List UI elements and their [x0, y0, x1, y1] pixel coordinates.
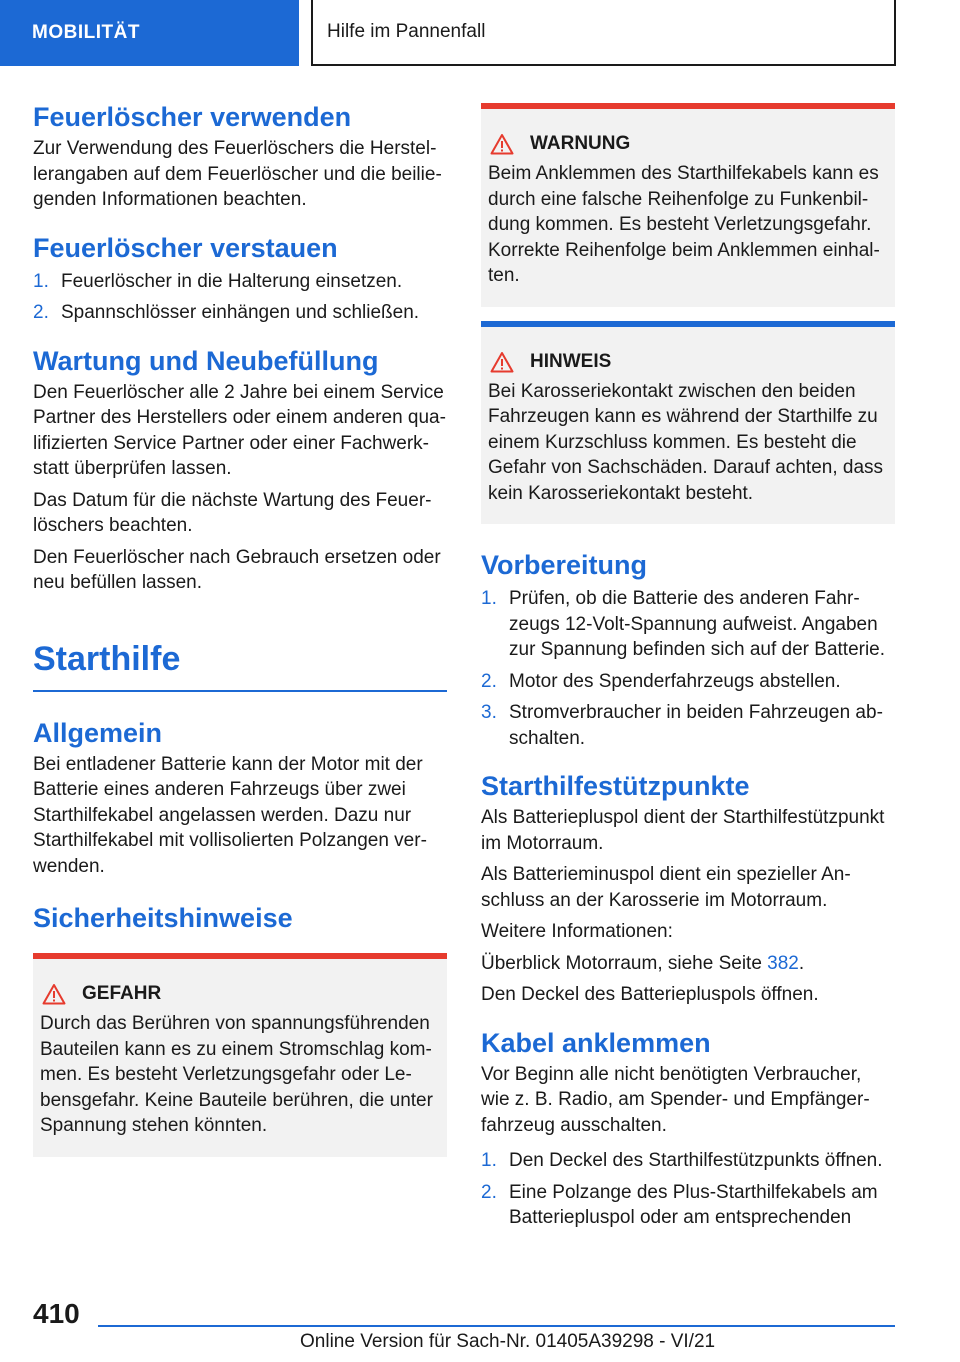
danger-box: [33, 953, 447, 1157]
list-item: 2. Spannschlösser einhängen und schließen.: [33, 302, 420, 323]
paragraph-use: Zur Verwendung des Feuerlöschers die Herstellerangaben auf dem Feuerlöscher und die beiliegenden Informationen beachten.: [33, 138, 442, 210]
left-column: [33, 100, 447, 1163]
warning-text: Beim Anklemmen des Starthilfekabels kann es durch eine falsche Reihenfolge zu Funkenbildung kommen. Es besteht Verletzungsgefahr. Korrekte Reihenfolge beim Anklemmen einhalten.: [488, 163, 880, 286]
warning-triangle-icon: [42, 983, 66, 1005]
list-item: 1. Feuerlöscher in die Halterung einsetzen.: [33, 270, 403, 292]
heading-cable: Kabel anklemmen: [481, 1027, 711, 1058]
page-header: [0, 0, 960, 66]
list-item: 1. Prüfen, ob die Batterie des anderen Fahrzeugs 12-Volt-Spannung aufweist. Angaben zur Spannung befinden sich auf der Batterie.: [481, 588, 886, 660]
chapter-heading-starthilfe: Starthilfe: [33, 638, 447, 692]
heading-use: Feuerlöscher verwenden: [33, 102, 352, 132]
note-box: [481, 321, 895, 525]
paragraph-maintenance-2: Das Datum für die nächste Wartung des Feuerlöschers beachten.: [33, 489, 432, 536]
paragraph-points-5: Den Deckel des Batteriepluspols öffnen.: [481, 984, 819, 1005]
paragraph-maintenance-3: Den Feuerlöscher nach Gebrauch ersetzen oder neu befüllen lassen.: [33, 546, 441, 593]
warning-box-title: WARNUNG: [488, 131, 889, 157]
cable-steps: [481, 1148, 895, 1231]
danger-text: Durch das Berühren von spannungsführenden Bauteilen kann es zu einem Stromschlag kommen. Es besteht Verletzungsgefahr oder Lebensgefahr. Keine Bauteile berühren, die unter Spannung stehen könnten.: [40, 1013, 433, 1136]
heading-safety: Sicherheitshinweise: [33, 903, 293, 933]
heading-jump-points: Starthilfestützpunkte: [481, 771, 750, 801]
warning-box: [481, 103, 895, 307]
page-number: 410: [33, 1298, 80, 1329]
right-column: [481, 103, 895, 1237]
heading-preparation: Vorbereitung: [481, 550, 648, 580]
list-item: 3. Stromverbraucher in beiden Fahrzeugen abschalten.: [481, 702, 883, 749]
list-item: 2. Eine Polzange des Plus-Starthilfekabels am Batteriepluspol oder am entsprechenden: [481, 1181, 878, 1228]
heading-store: Feuerlöscher verstauen: [33, 232, 338, 263]
section-tab: MOBILITÄT: [0, 0, 299, 66]
paragraph-maintenance-1: Den Feuerlöscher alle 2 Jahre bei einem Service Partner des Herstellers oder einem anderen qualifizierten Service Partner oder einer Fachwerkstatt überprüfen lassen.: [33, 381, 446, 479]
paragraph-points-2: Als Batterieminuspol dient ein spezieller Anschluss an der Karosserie im Motorraum.: [481, 864, 851, 911]
list-item: 2. Motor des Spenderfahrzeugs abstellen.: [481, 670, 841, 692]
note-text: Bei Karosseriekontakt zwischen den beiden Fahrzeugen kann es während der Starthilfe zu einem Kurzschluss kommen. Es besteht die Gefahr von Sachschäden. Darauf achten, dass kein Karosseriekontakt besteht.: [488, 380, 884, 504]
footer-divider: [98, 1325, 895, 1327]
store-steps: [33, 269, 447, 326]
paragraph-points-1: Als Batteriepluspol dient der Starthilfestützpunkt im Motorraum.: [481, 807, 885, 854]
page-reference-link[interactable]: 382: [767, 952, 799, 974]
paragraph-points-3: Weitere Informationen:: [481, 921, 673, 942]
paragraph-cable: Vor Beginn alle nicht benötigten Verbraucher, wie z. B. Radio, am Spender- und Empfängerfahrzeug ausschalten.: [481, 1063, 870, 1136]
danger-box-title: GEFAHR: [40, 981, 441, 1007]
note-box-title: HINWEIS: [488, 349, 889, 375]
chapter-title: Hilfe im Pannenfall: [311, 0, 896, 66]
paragraph-points-4: Überblick Motorraum, siehe Seite 382.: [481, 952, 805, 974]
footer-version-text: Online Version für Sach-Nr. 01405A39298 - VI/21: [300, 1331, 716, 1352]
warning-triangle-icon: [490, 351, 514, 373]
list-item: 1. Den Deckel des Starthilfestützpunkts öffnen.: [481, 1150, 883, 1171]
preparation-steps: [481, 586, 895, 751]
paragraph-general: Bei entladener Batterie kann der Motor mit der Batterie eines anderen Fahrzeugs über zwei Starthilfekabel angelassen werden. Dazu nur Starthilfekabel mit vollisolierten Polzangen verwenden.: [33, 753, 427, 877]
warning-triangle-icon: [490, 133, 514, 155]
heading-maintenance: Wartung und Neubefüllung: [33, 345, 379, 376]
heading-general: Allgemein: [33, 717, 163, 748]
